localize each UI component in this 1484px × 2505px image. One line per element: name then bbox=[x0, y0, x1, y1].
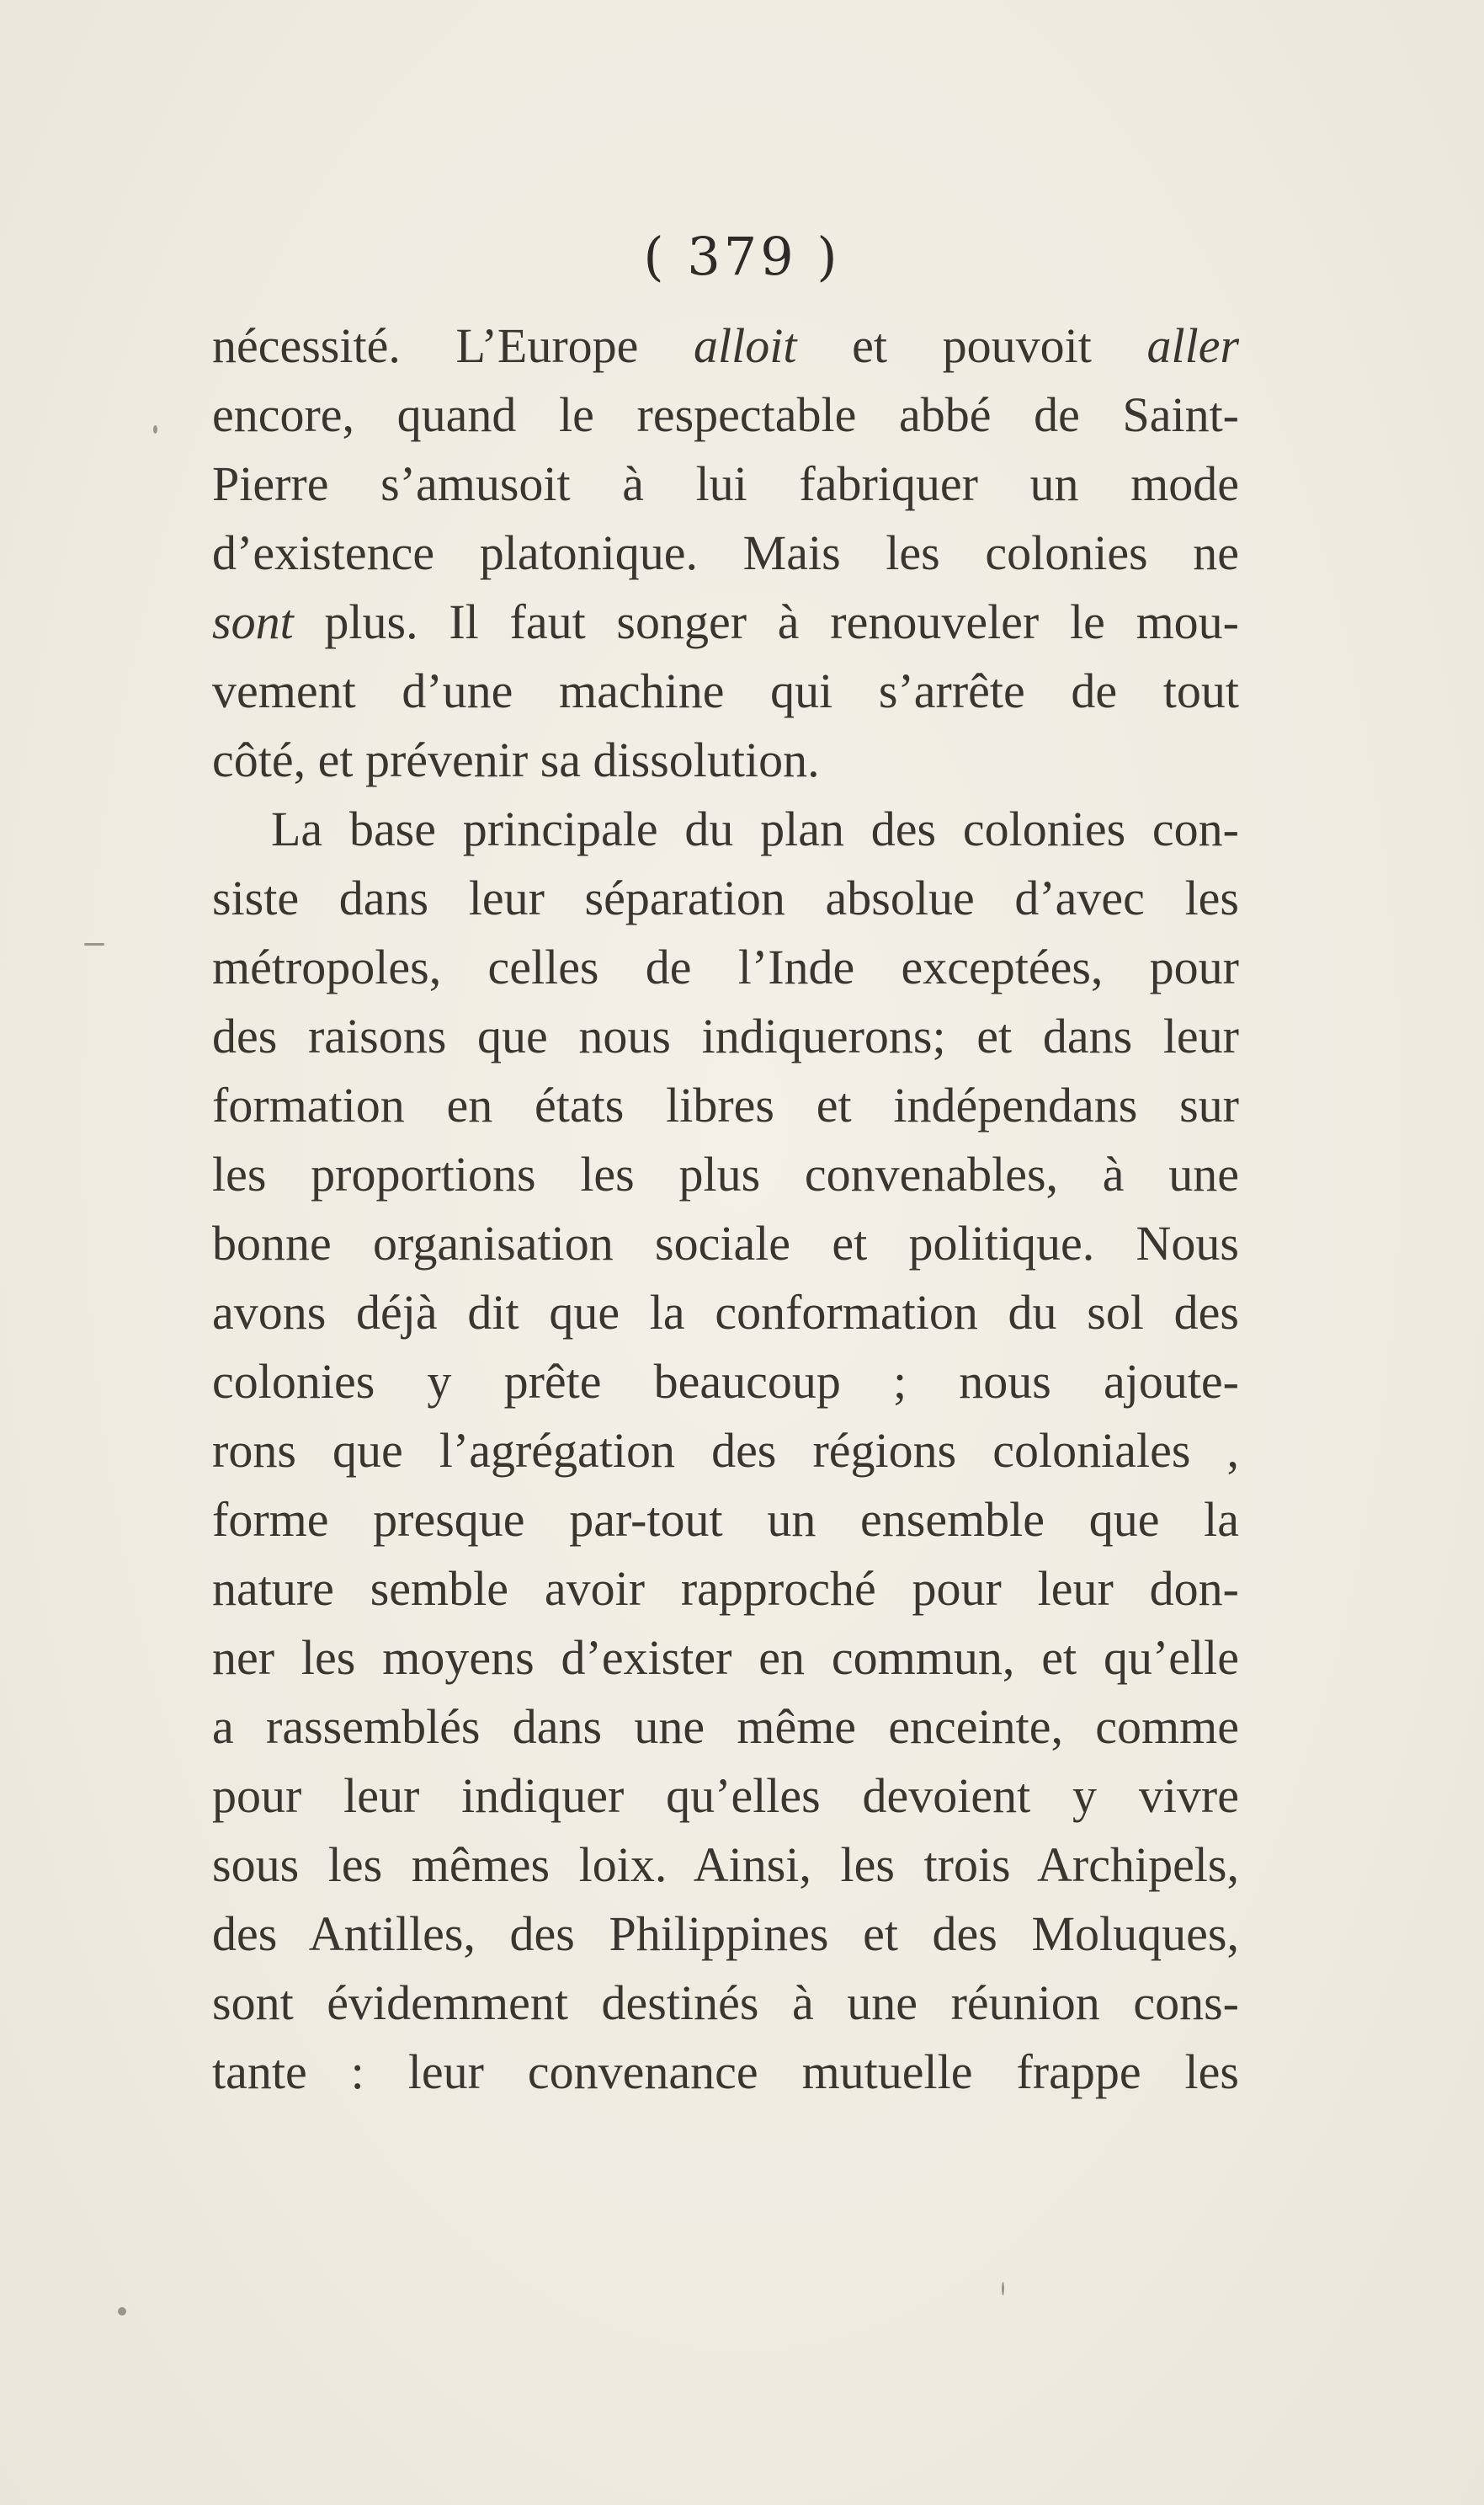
text-line bbox=[212, 864, 1239, 933]
text-segment: d’existence platonique. Mais les colonies ne bbox=[212, 525, 1239, 580]
text-segment: les proportions les plus convenables, à une bbox=[212, 1147, 1239, 1202]
text-segment: pour leur indiquer qu’elles devoient y vivre bbox=[212, 1768, 1239, 1823]
text-segment: ner les moyens d’exister en commun, et qu’elle bbox=[212, 1630, 1239, 1685]
text-line bbox=[212, 1692, 1239, 1761]
text-segment: rons que l’agrégation des régions coloniales , bbox=[212, 1423, 1239, 1478]
paper-speck bbox=[1002, 2282, 1004, 2295]
text-line bbox=[212, 588, 1239, 657]
text-line bbox=[212, 1071, 1239, 1140]
text-segment: nature semble avoir rapproché pour leur don- bbox=[212, 1561, 1239, 1616]
italic-text-segment: alloit bbox=[694, 318, 797, 373]
text-segment: métropoles, celles de l’Inde exceptées, pour bbox=[212, 940, 1239, 994]
text-segment: a rassemblés dans une même enceinte, comme bbox=[212, 1699, 1239, 1754]
text-segment: vement d’une machine qui s’arrête de tout bbox=[212, 664, 1239, 718]
text-segment: tante : leur convenance mutuelle frappe les bbox=[212, 2044, 1239, 2099]
text-line bbox=[212, 1554, 1239, 1623]
text-line bbox=[212, 1278, 1239, 1347]
text-line bbox=[212, 657, 1239, 726]
text-segment: côté, et prévenir sa dissolution. bbox=[212, 733, 820, 787]
text-segment: siste dans leur séparation absolue d’avec les bbox=[212, 871, 1239, 925]
text-line bbox=[212, 519, 1239, 588]
italic-text-segment: sont bbox=[212, 594, 294, 649]
text-segment: et pouvoit bbox=[796, 318, 1147, 373]
text-line bbox=[212, 1347, 1239, 1416]
text-segment: avons déjà dit que la conformation du sol des bbox=[212, 1285, 1239, 1340]
page-body-text bbox=[212, 312, 1239, 2107]
text-line bbox=[212, 1900, 1239, 1969]
text-segment: bonne organisation sociale et politique. Nous bbox=[212, 1216, 1239, 1271]
text-line bbox=[212, 1140, 1239, 1209]
text-line bbox=[212, 933, 1239, 1002]
text-segment: formation en états libres et indépendans sur bbox=[212, 1078, 1239, 1133]
text-segment: Pierre s’amusoit à lui fabriquer un mode bbox=[212, 456, 1239, 511]
text-line bbox=[212, 1002, 1239, 1071]
text-line bbox=[212, 1209, 1239, 1278]
paper-speck bbox=[153, 425, 157, 434]
page-number: ( 379 ) bbox=[643, 226, 841, 287]
text-line bbox=[212, 1831, 1239, 1900]
text-line bbox=[212, 726, 1239, 795]
text-segment: La base principale du plan des colonies con- bbox=[271, 802, 1239, 856]
text-line bbox=[212, 1969, 1239, 2038]
text-segment: des Antilles, des Philippines et des Moluques, bbox=[212, 1906, 1239, 1961]
text-line bbox=[212, 1623, 1239, 1692]
text-segment: des raisons que nous indiquerons; et dans leur bbox=[212, 1009, 1239, 1063]
text-segment: colonies y prête beaucoup ; nous ajoute- bbox=[212, 1354, 1239, 1409]
text-segment: sont évidemment destinés à une réunion cons- bbox=[212, 1975, 1239, 2030]
text-segment: nécessité. L’Europe bbox=[212, 318, 694, 373]
text-line bbox=[212, 2038, 1239, 2107]
text-line bbox=[212, 312, 1239, 381]
text-line bbox=[212, 1416, 1239, 1485]
text-line bbox=[212, 450, 1239, 519]
text-segment: forme presque par-tout un ensemble que la bbox=[212, 1492, 1239, 1547]
paper-speck bbox=[118, 2307, 126, 2316]
italic-text-segment: aller bbox=[1146, 318, 1239, 373]
text-segment: plus. Il faut songer à renouveler le mou- bbox=[293, 594, 1239, 649]
text-segment: encore, quand le respectable abbé de Saint- bbox=[212, 387, 1239, 442]
text-segment: sous les mêmes loix. Ainsi, les trois Archipels, bbox=[212, 1837, 1239, 1892]
text-line bbox=[212, 1761, 1239, 1831]
text-line bbox=[212, 1485, 1239, 1554]
text-line bbox=[212, 795, 1239, 864]
paper-speck bbox=[84, 943, 104, 946]
text-line bbox=[212, 381, 1239, 450]
